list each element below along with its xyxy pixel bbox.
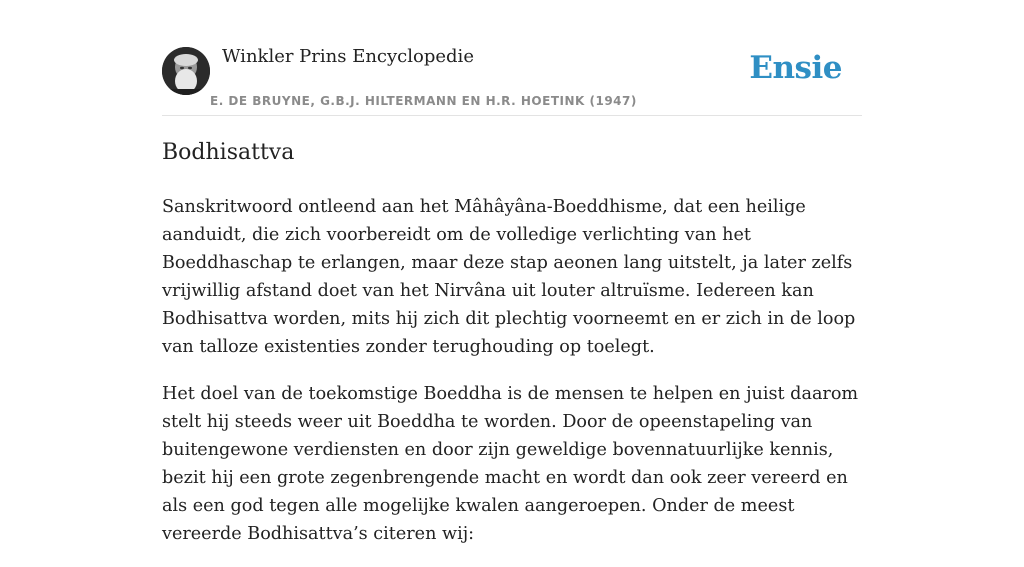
entry-body	[162, 193, 864, 567]
source-title[interactable]: Winkler Prins Encyclopedie	[222, 46, 474, 67]
ensie-logo[interactable]: Ensie	[749, 50, 842, 86]
entry-title: Bodhisattva	[162, 140, 295, 165]
source-header	[162, 0, 862, 116]
page	[162, 0, 862, 544]
authors-line: E. DE BRUYNE, G.B.J. HILTERMANN EN H.R. HOETINK (1947)	[210, 94, 637, 108]
entry-paragraph: Het doel van de toekomstige Boeddha is de mensen te helpen en juist daarom stelt hij steeds weer uit Boeddha te worden. Door de opeenstapeling van buitengewone verdiensten en door zijn geweldige bovennatuurlijke kennis, bezit hij een grote zegenbrengende macht en wordt dan ook zeer vereerd en als een god tegen alle mogelijke kwalen aangeroepen. Onder de meest vereerde Bodhisattva’s citeren wij:	[162, 384, 859, 544]
entry-paragraph: Sanskritwoord ontleend aan het Mâhâyâna-Boeddhisme, dat een heilige aanduidt, die zich voorbereidt om de volledige verlichting van het Boeddhaschap te erlangen, maar deze stap aeonen lang uitstelt, ja later zelfs vrijwillig afstand doet van het Nirvâna uit louter altruïsme. Iedereen kan Bodhisattva worden, mits hij zich dit plechtig voorneemt en er zich in de loop van talloze existenties zonder terughouding op toelegt.	[162, 197, 856, 357]
author-avatar	[162, 47, 210, 95]
author-portrait-image	[162, 47, 210, 95]
